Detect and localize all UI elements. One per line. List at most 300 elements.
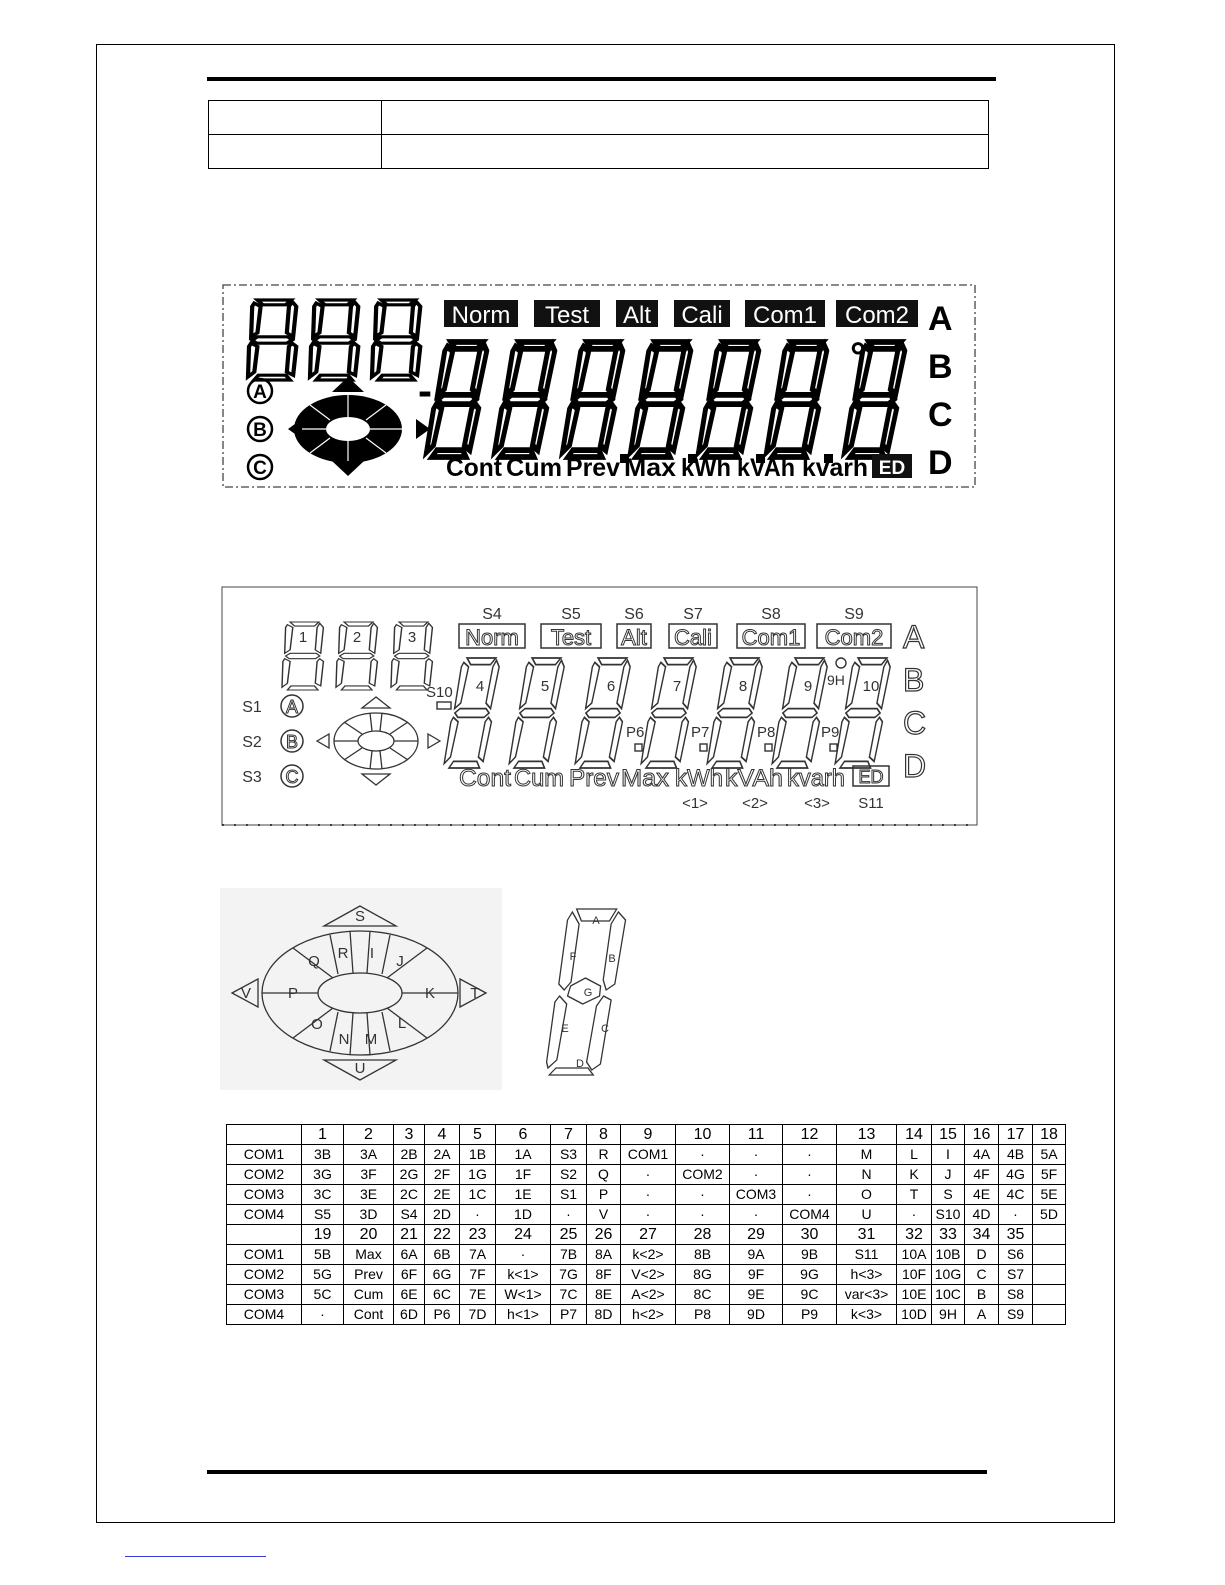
table-cell: L: [897, 1145, 932, 1165]
table-cell: K: [897, 1165, 932, 1185]
table-cell: [1033, 1245, 1066, 1265]
table-cell: 7G: [551, 1265, 587, 1285]
table-cell: 9H: [932, 1305, 965, 1325]
big-digit-number: 10: [862, 678, 880, 695]
table-cell: 2B: [394, 1145, 425, 1165]
phase-letter-outline: B: [285, 732, 299, 752]
table-cell: S2: [551, 1165, 587, 1185]
table-cell: Max: [344, 1245, 394, 1265]
ring-letter: M: [364, 1031, 378, 1048]
table-cell: ·: [302, 1305, 344, 1325]
table-cell: 8A: [587, 1245, 621, 1265]
table-cell: 26: [587, 1225, 621, 1245]
table-cell: S6: [999, 1245, 1033, 1265]
table-cell: var<3>: [837, 1285, 897, 1305]
table-cell: P9: [783, 1305, 837, 1325]
table-cell: Q: [587, 1165, 621, 1185]
lcd-display-figure: [220, 280, 980, 492]
big-digit-outlines: [444, 658, 892, 768]
table-cell: 6B: [425, 1245, 460, 1265]
table-cell: P6: [425, 1305, 460, 1325]
table-row: [227, 1245, 1066, 1265]
table-cell: A: [965, 1305, 999, 1325]
unit-label: Prev: [566, 454, 621, 482]
table-cell: 29: [730, 1225, 783, 1245]
p-labels: [626, 724, 839, 741]
segment-letters: [561, 915, 615, 1070]
table-cell: COM2: [227, 1165, 302, 1185]
table-row: [227, 1285, 1066, 1305]
unit-label-outline: kWh: [675, 765, 723, 792]
table-cell: S9: [999, 1305, 1033, 1325]
table-cell: COM4: [227, 1205, 302, 1225]
small-digit-number: 3: [407, 629, 417, 646]
table-cell: 1A: [496, 1145, 551, 1165]
table-cell: D: [965, 1245, 999, 1265]
table-cell: S3: [551, 1145, 587, 1165]
table-cell: ·: [551, 1205, 587, 1225]
table-cell: ·: [783, 1185, 837, 1205]
tag-outline-label: Test: [550, 625, 592, 650]
segment-letter: A: [592, 915, 600, 927]
table-cell: S4: [394, 1205, 425, 1225]
ring-letter: O: [311, 1016, 323, 1033]
table-cell: 2F: [425, 1165, 460, 1185]
table-cell: 35: [999, 1225, 1033, 1245]
segment-letter: B: [608, 953, 616, 965]
seven-segment-svg: [545, 906, 630, 1078]
tag-outline-label: Com1: [741, 625, 801, 650]
table-cell: COM4: [783, 1205, 837, 1225]
table-cell: ·: [676, 1205, 730, 1225]
table-cell: COM2: [676, 1165, 730, 1185]
table-cell: 1: [302, 1125, 344, 1145]
table-cell: 10F: [897, 1265, 932, 1285]
table-row: [227, 1305, 1066, 1325]
bracket-label: <1>: [682, 795, 708, 812]
table-cell: ·: [496, 1245, 551, 1265]
table-cell: 3C: [302, 1185, 344, 1205]
row-letters: [928, 300, 953, 482]
arrow-letter: V: [240, 985, 252, 1002]
s10-label: S10: [426, 684, 453, 701]
unit-label-outline: Cont: [459, 765, 512, 792]
table-cell: 7A: [460, 1245, 496, 1265]
table-cell: 9B: [783, 1245, 837, 1265]
table-row: [227, 1185, 1066, 1205]
direction-wheel: [288, 377, 430, 476]
segment-letter: C: [601, 1023, 609, 1035]
unit-label: Cont: [446, 454, 503, 482]
table-cell: 5B: [302, 1245, 344, 1265]
table-cell: 8C: [676, 1285, 730, 1305]
table-cell: 5A: [1033, 1145, 1066, 1165]
table-cell: 5F: [1033, 1165, 1066, 1185]
table-cell: 10G: [932, 1265, 965, 1285]
table-cell: 5: [460, 1125, 496, 1145]
p-label: P9: [821, 724, 840, 741]
segment-s-labels: [482, 606, 864, 623]
table-cell: Cont: [344, 1305, 394, 1325]
tag-outline-label: Alt: [621, 625, 647, 650]
table-cell: 31: [837, 1225, 897, 1245]
phase-letter: C: [253, 458, 267, 479]
table-cell: 7C: [551, 1285, 587, 1305]
table-cell: [1033, 1285, 1066, 1305]
minus-sign: -: [418, 367, 432, 414]
seven-segment-diagram: [545, 906, 630, 1078]
table-cell: 4D: [965, 1205, 999, 1225]
p-label: P7: [691, 724, 710, 741]
header-cell: [382, 101, 989, 135]
unit-label: kVAh: [737, 454, 795, 482]
table-cell: 2D: [425, 1205, 460, 1225]
table-cell: k<2>: [621, 1245, 676, 1265]
s-label: S7: [683, 606, 703, 623]
table-cell: 8F: [587, 1265, 621, 1285]
table-row: [227, 1205, 1066, 1225]
table-cell: [1033, 1265, 1066, 1285]
ring-letter: L: [397, 1015, 407, 1032]
mode-tag-label: Com2: [844, 302, 910, 329]
table-cell: COM1: [227, 1145, 302, 1165]
table-cell: W<1>: [496, 1285, 551, 1305]
table-cell: ·: [621, 1185, 676, 1205]
wheel-segment-diagram: [220, 888, 502, 1090]
table-cell: 20: [344, 1225, 394, 1245]
segment-letter: F: [569, 951, 577, 963]
table-cell: O: [837, 1185, 897, 1205]
unit-label: kWh: [681, 454, 731, 482]
mode-tags-outline: [459, 624, 891, 650]
s-label: S4: [482, 606, 502, 623]
table-cell: 27: [621, 1225, 676, 1245]
table-cell: 23: [460, 1225, 496, 1245]
table-cell: 10D: [897, 1305, 932, 1325]
table-cell: 9A: [730, 1245, 783, 1265]
lcd-display-svg: [220, 280, 980, 492]
table-cell: 4E: [965, 1185, 999, 1205]
table-cell: 21: [394, 1225, 425, 1245]
degree-symbol: °: [850, 335, 866, 379]
table-cell: 2E: [425, 1185, 460, 1205]
table-cell: 3D: [344, 1205, 394, 1225]
table-cell: 22: [425, 1225, 460, 1245]
mode-tag-label: Com1: [752, 302, 818, 329]
header-table: [208, 100, 989, 169]
ring-letter: Q: [308, 953, 320, 970]
unit-label-outline: kVAh: [725, 765, 783, 792]
table-cell: 13: [837, 1125, 897, 1145]
s-label: S8: [761, 606, 781, 623]
mode-tag-label: Norm: [451, 302, 511, 329]
table-cell: 4G: [999, 1165, 1033, 1185]
table-cell: 19: [302, 1225, 344, 1245]
table-cell: 3B: [302, 1145, 344, 1165]
table-cell: 1C: [460, 1185, 496, 1205]
table-cell: 2G: [394, 1165, 425, 1185]
table-cell: 10B: [932, 1245, 965, 1265]
table-cell: 34: [965, 1225, 999, 1245]
ring-letter: I: [369, 945, 375, 962]
table-cell: 3G: [302, 1165, 344, 1185]
header-cell: [382, 135, 989, 169]
table-cell: ·: [460, 1205, 496, 1225]
table-cell: V: [587, 1205, 621, 1225]
segment-letter: D: [576, 1058, 584, 1070]
segment-map-svg: [219, 584, 981, 828]
table-cell: 14: [897, 1125, 932, 1145]
table-cell: 9G: [783, 1265, 837, 1285]
unit-bracket-labels: [682, 795, 884, 812]
ring-letter: N: [338, 1031, 350, 1048]
phase-s-label: S3: [242, 769, 262, 786]
segment-letter: G: [583, 987, 593, 999]
table-cell: 33: [932, 1225, 965, 1245]
unit-labels-outline: [459, 765, 889, 792]
table-cell: 11: [730, 1125, 783, 1145]
table-cell: 3: [394, 1125, 425, 1145]
table-cell: ·: [676, 1145, 730, 1165]
header-rule: [207, 77, 996, 81]
big-digit-number: 8: [738, 678, 748, 695]
mode-tags: [444, 300, 918, 329]
table-cell: 5D: [1033, 1205, 1066, 1225]
row-letter: C: [928, 396, 953, 434]
table-cell: 24: [496, 1225, 551, 1245]
arrow-letter: T: [470, 985, 480, 1002]
tag-outline-label: Norm: [465, 625, 519, 650]
table-cell: 4: [425, 1125, 460, 1145]
table-cell: h<3>: [837, 1265, 897, 1285]
arrow-letter: S: [354, 908, 366, 925]
table-row: [227, 1265, 1066, 1285]
table-cell: COM4: [227, 1305, 302, 1325]
wheel-outline: [317, 697, 440, 785]
ed-outline-label: ED: [858, 767, 884, 787]
footer-link-underline: [125, 1556, 266, 1557]
phase-indicators: [248, 379, 272, 479]
big-digit-number: 6: [606, 678, 616, 695]
table-cell: 5G: [302, 1265, 344, 1285]
table-cell: ·: [730, 1145, 783, 1165]
table-cell: P8: [676, 1305, 730, 1325]
table-cell: 10C: [932, 1285, 965, 1305]
table-cell: 9: [621, 1125, 676, 1145]
row-letter-outline: A: [903, 619, 925, 655]
row-letter-outline: B: [903, 662, 925, 698]
table-cell: 2C: [394, 1185, 425, 1205]
mode-tag-label: Cali: [681, 302, 723, 329]
row-letter: B: [928, 348, 953, 386]
row-letters-outline: [903, 619, 926, 784]
ring-letter: P: [287, 985, 299, 1002]
table-cell: 17: [999, 1125, 1033, 1145]
table-cell: 9D: [730, 1305, 783, 1325]
p-label: P6: [626, 724, 645, 741]
table-cell: B: [965, 1285, 999, 1305]
phase-letter-outline: C: [285, 767, 299, 787]
table-cell: ·: [783, 1165, 837, 1185]
table-cell: 6A: [394, 1245, 425, 1265]
header-cell: [209, 101, 382, 135]
table-cell: Cum: [344, 1285, 394, 1305]
table-cell: 1E: [496, 1185, 551, 1205]
table-cell: COM3: [227, 1285, 302, 1305]
table-cell: 7F: [460, 1265, 496, 1285]
table-cell: 15: [932, 1125, 965, 1145]
unit-label: Cum: [506, 454, 562, 482]
header-cell: [209, 135, 382, 169]
table-cell: ·: [730, 1205, 783, 1225]
table-cell: COM1: [227, 1245, 302, 1265]
table-cell: 30: [783, 1225, 837, 1245]
table-cell: 6D: [394, 1305, 425, 1325]
table-cell: S7: [999, 1265, 1033, 1285]
s-label: S9: [844, 606, 864, 623]
table-cell: 8D: [587, 1305, 621, 1325]
table-cell: 10E: [897, 1285, 932, 1305]
table-cell: ·: [897, 1205, 932, 1225]
row-letter-outline: C: [903, 705, 927, 741]
table-cell: S10: [932, 1205, 965, 1225]
table-cell: 5C: [302, 1285, 344, 1305]
s11-label: S11: [858, 795, 884, 812]
table-cell: k<3>: [837, 1305, 897, 1325]
wheel-segment-svg: [220, 888, 502, 1090]
big-digits: [426, 342, 906, 457]
table-cell: 4F: [965, 1165, 999, 1185]
table-cell: 7B: [551, 1245, 587, 1265]
table-cell: C: [965, 1265, 999, 1285]
table-cell: T: [897, 1185, 932, 1205]
tag-outline-label: Cali: [674, 625, 712, 650]
table-cell: 9E: [730, 1285, 783, 1305]
ring-letter: J: [396, 953, 404, 970]
table-cell: 8: [587, 1125, 621, 1145]
table-cell: [227, 1225, 302, 1245]
table-cell: S5: [302, 1205, 344, 1225]
table-cell: 8B: [676, 1245, 730, 1265]
table-cell: S: [932, 1185, 965, 1205]
mode-tag-label: Test: [544, 302, 590, 329]
ring-letter: R: [337, 945, 349, 962]
table-cell: 4B: [999, 1145, 1033, 1165]
footer-rule: [207, 1470, 987, 1474]
table-cell: S1: [551, 1185, 587, 1205]
table-cell: R: [587, 1145, 621, 1165]
small-digits: [248, 300, 420, 380]
row-letter: D: [928, 444, 953, 482]
unit-label-outline: kvarh: [787, 765, 845, 792]
row-letter: A: [928, 300, 953, 338]
table-cell: 3A: [344, 1145, 394, 1165]
table-cell: ·: [621, 1205, 676, 1225]
table-cell: 1D: [496, 1205, 551, 1225]
table-cell: Prev: [344, 1265, 394, 1285]
table-cell: 7E: [460, 1285, 496, 1305]
phase-letter: A: [253, 382, 267, 403]
table-cell: [1033, 1225, 1066, 1245]
table-cell: 16: [965, 1125, 999, 1145]
unit-labels: [446, 454, 912, 482]
table-cell: 10A: [897, 1245, 932, 1265]
table-cell: 7: [551, 1125, 587, 1145]
pin-assignment-table: [226, 1124, 1066, 1325]
table-cell: J: [932, 1165, 965, 1185]
table-cell: V<2>: [621, 1265, 676, 1285]
phase-letter: B: [253, 420, 267, 441]
table-cell: COM3: [227, 1185, 302, 1205]
table-cell: ·: [783, 1145, 837, 1165]
table-cell: 9C: [783, 1285, 837, 1305]
table-cell: 2A: [425, 1145, 460, 1165]
bracket-label: <3>: [804, 795, 830, 812]
small-digit-number: 2: [352, 629, 362, 646]
table-cell: 1B: [460, 1145, 496, 1165]
table-row: [227, 1225, 1066, 1245]
table-cell: 25: [551, 1225, 587, 1245]
table-cell: P: [587, 1185, 621, 1205]
table-cell: 2: [344, 1125, 394, 1145]
table-cell: 8G: [676, 1265, 730, 1285]
small-digit-number: 1: [298, 629, 308, 646]
big-digit-number: 5: [540, 678, 550, 695]
table-cell: h<2>: [621, 1305, 676, 1325]
segment-map-figure: [219, 584, 981, 828]
table-cell: 8E: [587, 1285, 621, 1305]
table-cell: 18: [1033, 1125, 1066, 1145]
p-label: P8: [757, 724, 776, 741]
row-letter-outline: D: [903, 748, 927, 784]
table-cell: 10: [676, 1125, 730, 1145]
table-cell: 3F: [344, 1165, 394, 1185]
table-cell: M: [837, 1145, 897, 1165]
table-cell: h<1>: [496, 1305, 551, 1325]
table-cell: 28: [676, 1225, 730, 1245]
table-row: [227, 1165, 1066, 1185]
tag-outline-label: Com2: [824, 625, 884, 650]
table-cell: 6G: [425, 1265, 460, 1285]
table-cell: ·: [730, 1165, 783, 1185]
bracket-label: <2>: [742, 795, 768, 812]
s-label: S5: [561, 606, 581, 623]
table-cell: ·: [621, 1165, 676, 1185]
unit-label-outline: Cum: [514, 765, 564, 792]
table-cell: 4C: [999, 1185, 1033, 1205]
table-row: [227, 1125, 1066, 1145]
s-label: S6: [624, 606, 644, 623]
table-cell: N: [837, 1165, 897, 1185]
arrow-letter: U: [354, 1060, 366, 1077]
table-cell: 32: [897, 1225, 932, 1245]
table-cell: 6F: [394, 1265, 425, 1285]
phase-outline-indicators: [242, 695, 303, 787]
ed-tag-label: ED: [878, 458, 906, 479]
table-cell: 5E: [1033, 1185, 1066, 1205]
table-cell: ·: [676, 1185, 730, 1205]
phase-letter-outline: A: [285, 697, 299, 717]
table-cell: k<1>: [496, 1265, 551, 1285]
table-cell: ·: [999, 1205, 1033, 1225]
table-cell: P7: [551, 1305, 587, 1325]
unit-label-outline: Prev: [569, 765, 619, 792]
table-cell: [1033, 1305, 1066, 1325]
table-cell: COM3: [730, 1185, 783, 1205]
unit-label: Max: [624, 454, 677, 482]
table-cell: 7D: [460, 1305, 496, 1325]
table-cell: 4A: [965, 1145, 999, 1165]
